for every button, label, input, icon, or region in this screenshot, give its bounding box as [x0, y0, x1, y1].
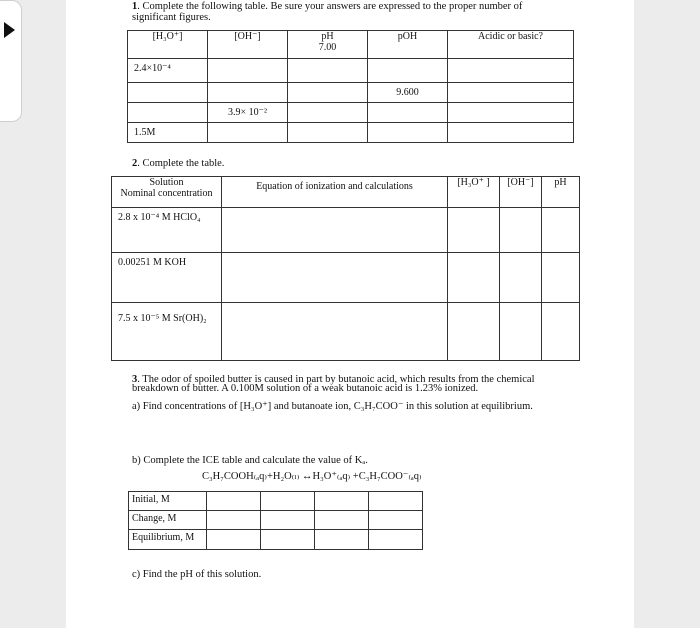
q2-row-3 [112, 303, 580, 361]
ice-cell[interactable] [315, 511, 369, 530]
q2-equation-cell[interactable] [222, 253, 448, 303]
ice-row-initial [129, 492, 423, 511]
ice-row-equilibrium [129, 530, 423, 550]
q3-text-line2: breakdown of butter. A 0.100M solution of a weak butanoic acid is 1.23% ionized. [132, 383, 479, 394]
q2-header-oh: [OH⁻] [500, 177, 542, 208]
q1-header-oh: [OH⁻] [208, 31, 288, 59]
q1-header-ph [288, 31, 368, 59]
q1-row-2 [128, 59, 574, 83]
q2-ph-cell[interactable] [542, 253, 580, 303]
q1-header-ph-label: pH [321, 31, 334, 42]
ice-cell[interactable] [369, 530, 423, 550]
q3-part-b: b) Complete the ICE table and calculate the value of Kₐ. [132, 455, 368, 466]
ice-table [128, 491, 423, 550]
q1-cell-oh[interactable] [208, 123, 288, 143]
ice-cell[interactable] [261, 530, 315, 550]
ice-cell[interactable] [261, 511, 315, 530]
q1-cell-h3o[interactable]: 1.5M [128, 123, 208, 143]
q2-equation-cell[interactable] [222, 303, 448, 361]
q3-part-c: c) Find the pH of this solution. [132, 569, 262, 580]
q2-oh-cell[interactable] [500, 208, 542, 253]
ice-cell[interactable] [315, 492, 369, 511]
q2-number: 2 [132, 158, 138, 169]
q1-cell-acidic[interactable] [448, 103, 574, 123]
ice-row-label: Equilibrium, M [129, 530, 207, 550]
q2-header-equation: Equation of ionization and calculations [222, 177, 448, 208]
q1-prompt [132, 1, 622, 23]
document-page [66, 0, 634, 628]
q2-header-nominal-label: Nominal concentration [120, 188, 213, 199]
q2-equation-cell[interactable] [222, 208, 448, 253]
q2-header-row [112, 177, 580, 208]
q1-table [127, 30, 574, 143]
q2-solution-cell[interactable] [112, 303, 222, 361]
q1-cell-ph[interactable] [288, 123, 368, 143]
q1-cell-poh[interactable] [368, 123, 448, 143]
q1-cell-acidic[interactable] [448, 59, 574, 83]
q1-header-poh: pOH [368, 31, 448, 59]
q2-prompt [132, 158, 224, 169]
q2-solution-text: 7.5 x 10⁻⁵ M Sr(OH)₂ [118, 313, 207, 324]
q1-cell-oh[interactable]: 3.9× 10⁻² [208, 103, 288, 123]
q1-row-5 [128, 123, 574, 143]
q2-ph-cell[interactable] [542, 208, 580, 253]
q2-header-ph: pH [542, 177, 580, 208]
q1-row1-ph: 7.00 [318, 42, 337, 53]
q1-cell-ph[interactable] [288, 83, 368, 103]
q1-row-4 [128, 103, 574, 123]
q1-cell-h3o[interactable]: 2.4×10⁻⁴ [128, 59, 208, 83]
q1-cell-oh[interactable] [208, 83, 288, 103]
q2-oh-cell[interactable] [500, 303, 542, 361]
ice-cell[interactable] [261, 492, 315, 511]
q2-header-solution-label: Solution [149, 177, 184, 188]
ice-row-label: Initial, M [129, 492, 207, 511]
q1-cell-oh[interactable] [208, 59, 288, 83]
q1-cell-poh[interactable] [368, 59, 448, 83]
q3-text-line1: . The odor of spoiled butter is caused in part by butanoic acid, which results from the chemical [137, 374, 535, 385]
q1-number: 1 [132, 1, 138, 12]
q2-solution-cell[interactable]: 2.8 x 10⁻⁴ M HClO₄ [112, 208, 222, 253]
side-panel-tab[interactable] [0, 0, 22, 122]
q2-ph-cell[interactable] [542, 303, 580, 361]
ice-cell[interactable] [315, 530, 369, 550]
q3-reaction-equation: C₃H₇COOH₍ₐq₎+H₂O₍ₗ₎ ↔H₃O⁺₍ₐq₎ +C₃H₇COO⁻₍ₐq₎ [202, 471, 422, 482]
q2-text: . Complete the table. [137, 158, 225, 169]
q1-header-h3o: [H₃O⁺] [128, 31, 208, 59]
q2-table [111, 176, 580, 361]
ice-row-label: Change, M [129, 511, 207, 530]
q2-h3o-cell[interactable] [448, 208, 500, 253]
q1-cell-acidic[interactable] [448, 123, 574, 143]
q3-prompt [132, 375, 622, 393]
q2-oh-cell[interactable] [500, 253, 542, 303]
q1-cell-poh[interactable]: 9.600 [368, 83, 448, 103]
ice-cell[interactable] [207, 492, 261, 511]
ice-cell[interactable] [369, 492, 423, 511]
ice-cell[interactable] [207, 530, 261, 550]
q3-number: 3 [132, 374, 138, 385]
ice-cell[interactable] [369, 511, 423, 530]
q1-cell-acidic[interactable] [448, 83, 574, 103]
ice-cell[interactable] [207, 511, 261, 530]
q1-text-line2: significant figures. [132, 12, 211, 23]
q1-header-row [128, 31, 574, 59]
q2-header-h3o: [H₃O⁺ ] [448, 177, 500, 208]
play-arrow-icon[interactable] [4, 22, 15, 38]
q1-cell-h3o[interactable] [128, 83, 208, 103]
q1-row-3 [128, 83, 574, 103]
q1-cell-ph[interactable] [288, 59, 368, 83]
q2-h3o-cell[interactable] [448, 303, 500, 361]
q2-h3o-cell[interactable] [448, 253, 500, 303]
q2-row-2 [112, 253, 580, 303]
q2-solution-cell[interactable]: 0.00251 M KOH [112, 253, 222, 303]
q1-cell-poh[interactable] [368, 103, 448, 123]
q1-header-acidic: Acidic or basic? [448, 31, 574, 59]
q3-part-a: a) Find concentrations of [H₃O⁺] and butanoate ion, C₃H₇COO⁻ in this solution at equilibrium. [132, 401, 533, 412]
q2-header-solution [112, 177, 222, 208]
ice-row-change [129, 511, 423, 530]
q1-cell-h3o[interactable] [128, 103, 208, 123]
q1-text-line1: . Complete the following table. Be sure your answers are expressed to the proper number of [137, 1, 523, 12]
q2-row-1 [112, 208, 580, 253]
q1-cell-ph[interactable] [288, 103, 368, 123]
